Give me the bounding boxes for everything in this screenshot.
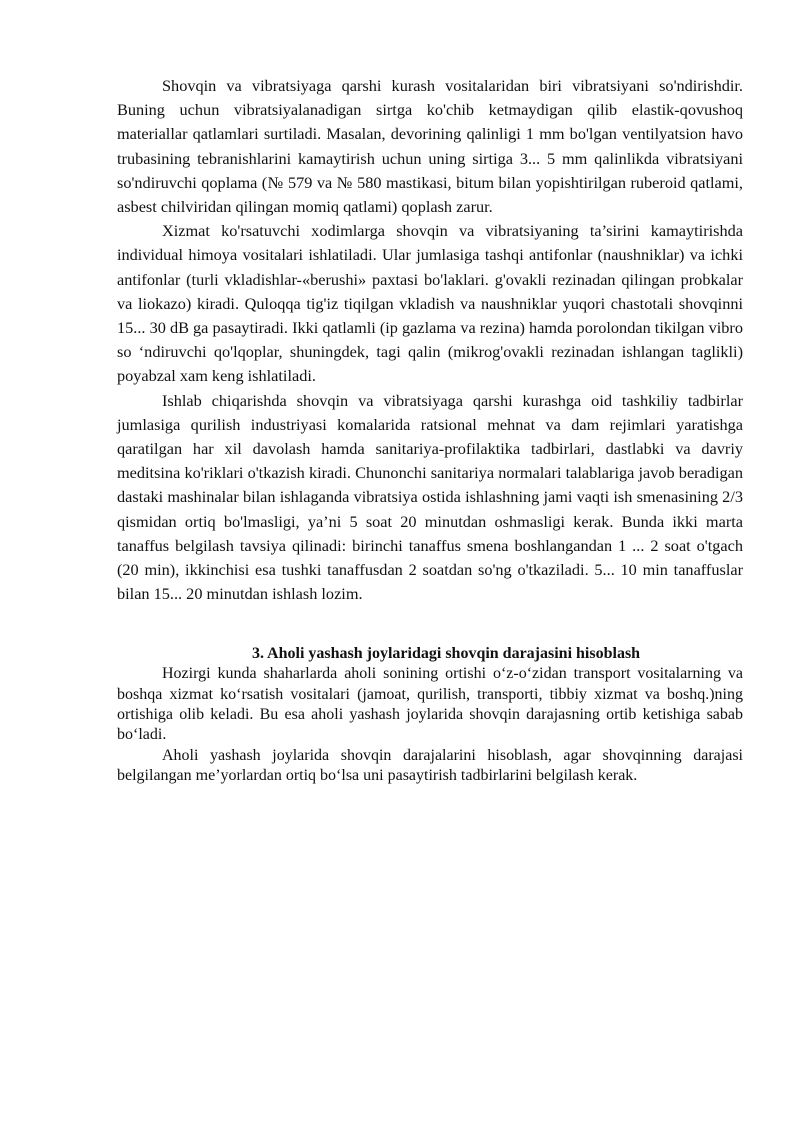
section-heading: 3. Aholi yashash joylaridagi shovqin darajasini hisoblash: [251, 645, 641, 663]
body-paragraph-organizational-measures: Ishlab chiqarishda shovqin va vibratsiyaga qarshi kurashga oid tashkiliy tadbirlar jumlasiga qurilish industriyasi komalarida ratsional mehnat va dam rejimlari yaratishga qaratilgan har xil davolash hamda sanitariya-profilaktika tadbirlari, dastlabki va davriy meditsina ko'riklari o'tkazish kiradi. Chunonchi sanitariya normalari talablariga javob beradigan dastaki mashinalar bilan ishlaganda vibratsiya ostida ishlashning jami vaqti ish smenasining 2/3 qismidan ortiq bo'lmasligi, ya’ni 5 soat 20 minutdan oshmasligi kerak. Bunda ikki marta tanaffus belgilash tavsiya qilinadi: birinchi tanaffus smena boshlangandan 1 ... 2 soat o'tgach (20 min), ikkinchisi esa tushki tanaffusdan 2 soatdan so'ng o'tkaziladi. 5... 10 min tanaffuslar bilan 15... 20 minutdan ishlash lozim.: [117, 390, 743, 604]
document-page: [117, 74, 743, 786]
section-paragraph-noise-calculation: Aholi yashash joylarida shovqin darajalarini hisoblash, agar shovqinning darajasi belgilangan me’yorlardan ortiq bo‘lsa uni pasaytirish tadbirlarini belgilash kerak.: [117, 746, 743, 784]
body-paragraph-personal-protection: Xizmat ko'rsatuvchi xodimlarga shovqin va vibratsiyaning ta’sirini kamaytirishda individual himoya vositalari ishlatiladi. Ular jumlasiga tashqi antifonlar (naushniklar) va ichki antifonlar (turli vkladishlar-«berushi» paxtasi bo'laklari. g'ovakli rezinadan qilingan probkalar va liokazo) kiradi. Quloqqa tig'iz tiqilgan vkladish va naushniklar yuqori chastotali shovqinni 15... 30 dB ga pasaytiradi. Ikki qatlamli (ip gazlama va rezina) hamda porolondan tikilgan vibro so ‘ndiruvchi qo'lqoplar, shuningdek, tagi qalin (mikrog'ovakli rezinadan ishlangan taglikli) poyabzal xam keng ishlatiladi.: [117, 221, 743, 386]
section-paragraph-urban-noise: Hozirgi kunda shaharlarda aholi sonining ortishi o‘z-o‘zidan transport vositalarning va boshqa xizmat ko‘rsatish vositalari (jamoat, qurilish, transporti, tibbiy xizmat va boshq.)ning ortishiga olib keladi. Bu esa aholi yashash joylarida shovqin darajasning ortib ketishiga sabab bo‘ladi.: [117, 665, 743, 744]
body-paragraph-vibration-damping: Shovqin va vibratsiyaga qarshi kurash vositalaridan biri vibratsiyani so'ndirishdir. Buning uchun vibratsiyalanadigan sirtga ko'chib ketmaydigan qilib elastik-qovushoq materiallar qatlamlari surtiladi. Masalan, devorining qalinligi 1 mm bo'lgan ventilyatsion havo trubasining tebranishlarini kamaytirish uchun uning sirtiga 3... 5 mm qalinlikda vibratsiyani so'ndiruvchi qoplama (№ 579 va № 580 mastikasi, bitum bilan yopishtirilgan ruberoid qatlami, asbest chilviridan qilingan momiq qatlami) qoplash zarur.: [117, 76, 743, 217]
